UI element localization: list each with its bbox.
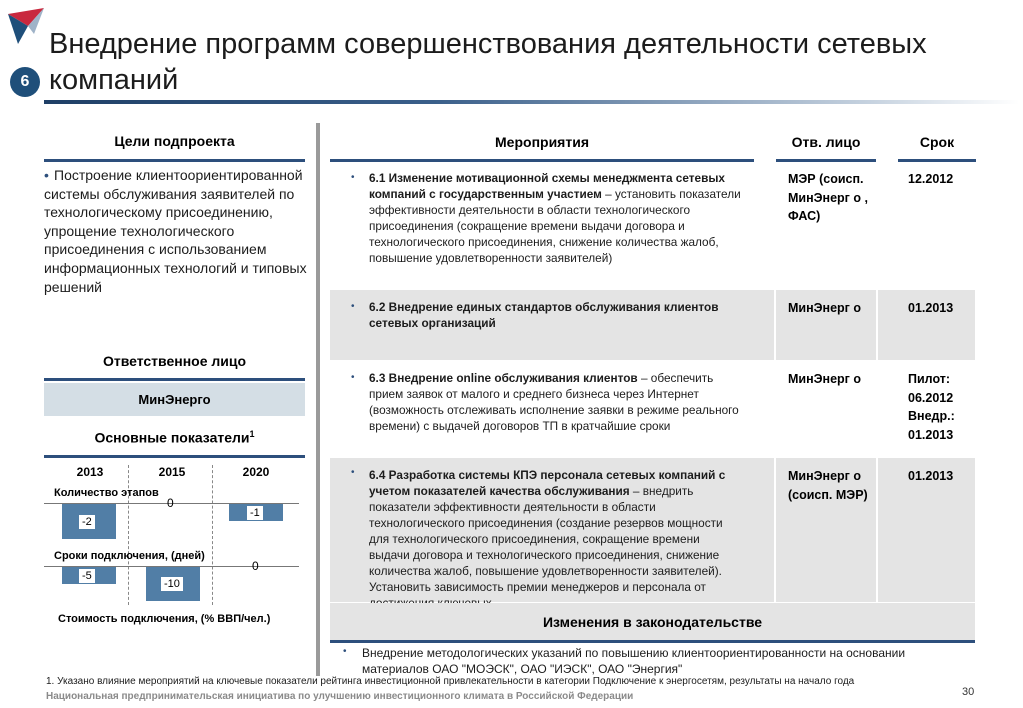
cell-separator (876, 290, 878, 360)
goal-text-body: Построение клиентоориентированной системы обслуживания заявителей по технологическому присоединению, упрощение технологического присоединения с использованием информационных технологий и типовых решений (44, 167, 307, 295)
indicator-value: 0 (252, 559, 259, 573)
bullet-icon: • (351, 172, 355, 183)
logo (4, 4, 48, 48)
indicator-value: 0 (167, 496, 174, 510)
indicator-value: -5 (78, 568, 96, 584)
activity-text: – установить показатели эффективности деятельности в области технологического присоединения (сокращение времени выдачи договора и технологического присоединения, снижение количества жалоб, повышение удовлетворенности заявителей) (369, 187, 741, 265)
table-row-responsible: МинЭнерг о (соисп. МЭР) (788, 469, 868, 502)
bullet-icon: • (343, 646, 347, 657)
column-separator (128, 465, 129, 605)
table-row-responsible: МЭР (соисп. МинЭнерг о , ФАС) (788, 172, 868, 223)
responsible-header-rule (776, 159, 876, 162)
responsible-value: МинЭнерго (44, 383, 305, 416)
goals-header: Цели подпроекта (114, 133, 235, 149)
table-row-activity (369, 467, 741, 611)
indicators-header (44, 429, 305, 446)
cell-separator (876, 458, 878, 602)
indicator-value: -1 (246, 505, 264, 521)
page-number: 30 (962, 686, 975, 698)
cell-separator (774, 290, 776, 360)
activity-text: – внедрить показатели эффективности деятельности в области технологического присоединения (создание резервов мощности для технологического присоединения, сокращение времени выдачи договора и технологического присоединения, снижение количества жалоб, повышение удовлетворенности заявителей). Установить зависимость премии менеджеров и персонала от (369, 484, 723, 594)
bullet-icon: • (351, 372, 355, 383)
activities-header: Мероприятия (495, 134, 589, 150)
indicator-label: Сроки подключения, (дней) (54, 550, 205, 562)
term-header-rule (898, 159, 976, 162)
activity-text: – обеспечить прием заявок от малого и среднего бизнеса через Интернет (возможность отслеживать исполнение заявки в режиме реального времени) с выдачей договоров ТП в кратчайшие сроки (369, 371, 739, 433)
bullet-icon: • (351, 467, 355, 478)
indicator-label: Стоимость подключения, (% ВВП/чел.) (58, 613, 271, 625)
activity-title: 6.1 Изменение мотивационной схемы менеджмента сетевых компаний с государственным участием (369, 171, 725, 201)
indicator-label: Количество этапов (54, 487, 159, 499)
table-row-responsible: МинЭнерг о (788, 301, 861, 315)
table-row-activity (351, 370, 741, 434)
term-col-header: Срок (919, 134, 955, 150)
indicator-value: -10 (160, 576, 184, 592)
table-row-term: 12.2012 (908, 172, 954, 186)
indicators-footnote-mark: 1 (249, 429, 255, 439)
section-number-badge: 6 (10, 67, 40, 97)
responsible-header: Ответственное лицо (102, 353, 247, 369)
goals-header-rule (44, 159, 305, 162)
table-row-responsible: МинЭнерг о (788, 372, 861, 386)
responsible-col-header: Отв. лицо (791, 134, 861, 150)
title-underline (44, 100, 1019, 104)
activities-header-rule (330, 159, 754, 162)
activity-title: 6.2 Внедрение единых стандартов обслуживания клиентов сетевых организаций (369, 300, 719, 330)
table-row-term: Пилот: 06.2012 Внедр.: 01.2013 (908, 372, 955, 442)
bullet-icon: • (44, 167, 49, 183)
legislation-header: Изменения в законодательстве (330, 603, 975, 641)
legislation-text: Внедрение методологических указаний по повышению клиентоориентированности на основании материалов ОАО "МОЭСК", ОАО "ИЭСК", ОАО "Энергия" (362, 646, 906, 676)
column-separator (212, 465, 213, 605)
column-divider (316, 123, 320, 676)
indicators-header-text: Основные показатели (94, 429, 250, 446)
table-row-term: 01.2013 (908, 301, 954, 315)
table-row-activity (351, 299, 741, 331)
year-label: 2015 (158, 465, 186, 479)
table-row-activity-clip (369, 467, 749, 601)
footer-organization: Национальная предпринимательская инициатива по улучшению инвестиционного климата в Российской Федерации (46, 691, 634, 702)
footnote: 1. Указано влияние мероприятий на ключевые показатели рейтинга инвестиционной привлекательности в категории Подключение к энергосетям, результаты на начало года (46, 676, 855, 687)
year-label: 2013 (76, 465, 104, 479)
indicators-header-rule (44, 455, 305, 458)
page-title: Внедрение программ совершенствования деятельности сетевых компаний (49, 28, 927, 96)
goal-text (44, 166, 314, 296)
year-label: 2020 (242, 465, 270, 479)
indicator-value: -2 (78, 514, 96, 530)
table-row-term: 01.2013 (908, 469, 954, 483)
cell-separator (774, 458, 776, 602)
bullet-icon: • (351, 301, 355, 312)
legislation-header-rule (330, 640, 975, 643)
activity-title: 6.3 Внедрение online обслуживания клиентов (369, 371, 638, 385)
table-row-activity (351, 170, 741, 266)
responsible-header-rule (44, 378, 305, 381)
activity-title: 6.4 Разработка системы КПЭ персонала сетевых компаний с учетом показателей качества обслуживания (369, 468, 726, 498)
